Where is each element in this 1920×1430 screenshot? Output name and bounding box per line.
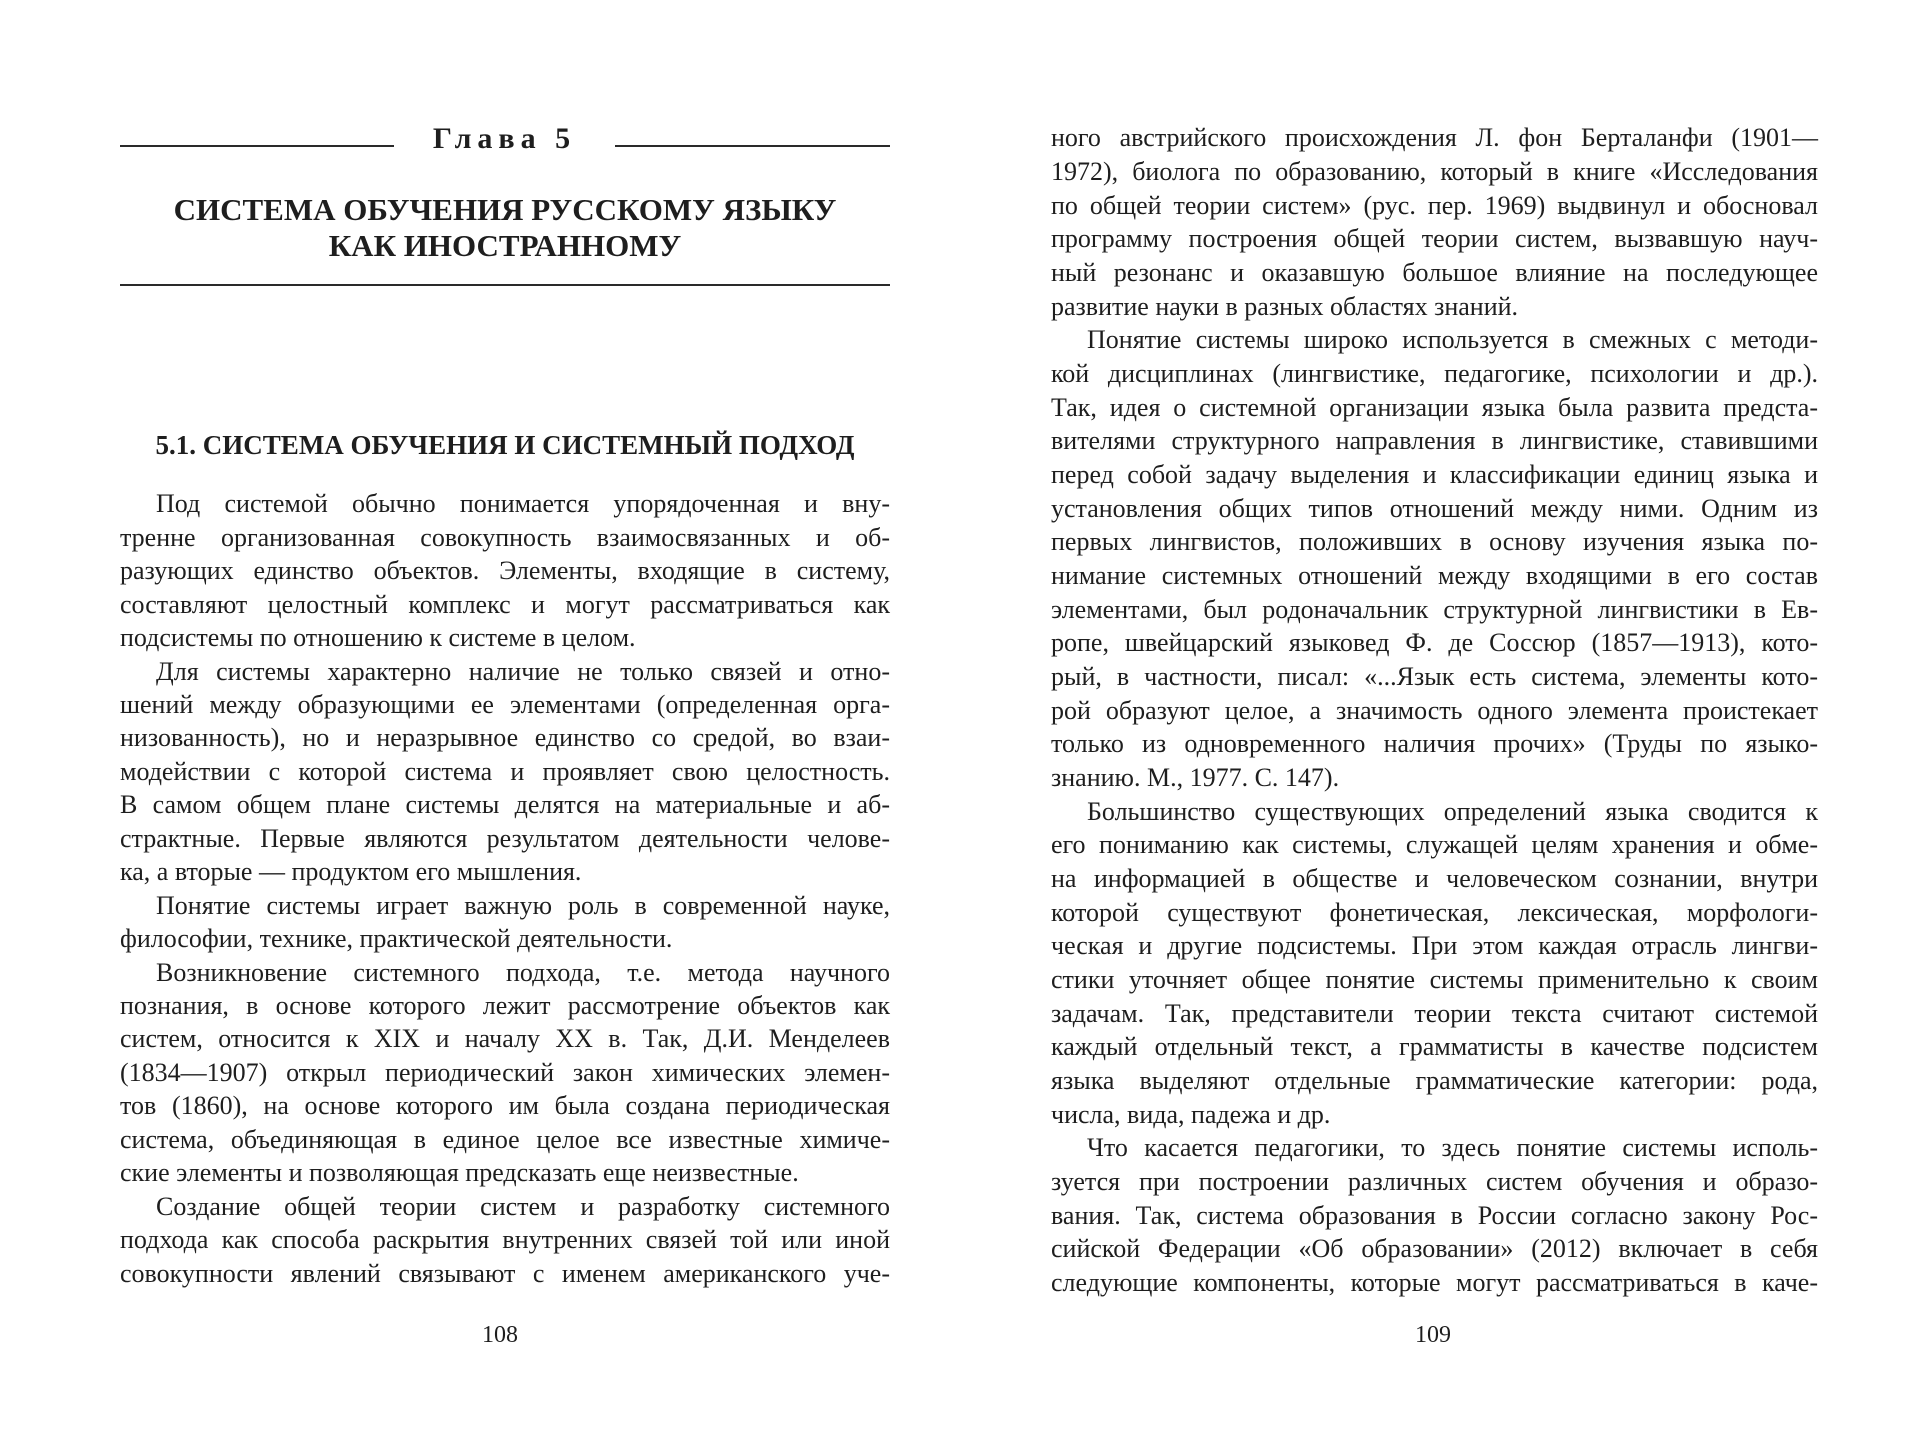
text-line: знанию. М., 1977. С. 147). bbox=[1051, 762, 1340, 792]
text-line: первых лингвистов, положивших в основу изучения языка по- bbox=[1051, 527, 1818, 557]
text-line: тов (1860), на основе которого им была создана периодическая bbox=[120, 1091, 890, 1121]
text-line: программу построения общей теории систем, вызвавшую науч- bbox=[1051, 224, 1818, 254]
text-line: числа, вида, падежа и др. bbox=[1051, 1099, 1331, 1129]
text-line: совокупности явлений связывают с именем американского уче- bbox=[120, 1258, 890, 1288]
text-line: Возникновение системного подхода, т.е. метода научного bbox=[156, 957, 890, 987]
page-number-left: 108 bbox=[482, 1322, 518, 1348]
text-line: перед собой задачу выделения и классификации единиц языка и bbox=[1051, 459, 1818, 489]
text-line: следующие компоненты, которые могут рассматриваться в каче- bbox=[1051, 1267, 1818, 1297]
text-line: зуется при построении различных систем обучения и образо- bbox=[1051, 1166, 1818, 1196]
text-line: система, объединяющая в единое целое все известные химиче- bbox=[120, 1124, 890, 1154]
text-line: В самом общем плане системы делятся на материальные и аб- bbox=[120, 790, 890, 820]
text-line: Что касается педагогики, то здесь понятие системы исполь- bbox=[1087, 1133, 1818, 1163]
chapter-title-rule bbox=[120, 284, 890, 286]
text-line: ка, а вторые — продуктом его мышления. bbox=[120, 857, 582, 887]
text-line: задачам. Так, представители теории текста считают системой bbox=[1051, 998, 1818, 1028]
text-line: нимание системных отношений между входящими в его состав bbox=[1051, 560, 1818, 590]
text-line: страктные. Первые являются результатом деятельности челове- bbox=[120, 823, 890, 853]
text-line: подхода как способа раскрытия внутренних связей той или иной bbox=[120, 1225, 890, 1255]
text-line: Понятие системы играет важную роль в современной науке, bbox=[156, 890, 890, 920]
text-line: Большинство существующих определений языка сводится к bbox=[1087, 796, 1818, 826]
text-line: стики уточняет общее понятие системы применительно к своим bbox=[1051, 964, 1818, 994]
text-line: модействии с которой система и проявляет свою целостность. bbox=[120, 756, 890, 786]
text-line: которой существуют фонетическая, лексическая, морфологи- bbox=[1051, 897, 1818, 927]
text-line: ного австрийского происхождения Л. фон Берталанфи (1901— bbox=[1051, 123, 1818, 153]
text-line: Понятие системы широко используется в смежных с методи- bbox=[1087, 325, 1818, 355]
page-number-right: 109 bbox=[1415, 1322, 1451, 1348]
text-line: вителями структурного направления в лингвистике, ставившими bbox=[1051, 426, 1818, 456]
text-line: шений между образующими ее элементами (определенная орга- bbox=[120, 689, 890, 719]
text-line: Так, идея о системной организации языка была развита предста- bbox=[1051, 392, 1818, 422]
text-line: ный резонанс и оказавшую большое влияние на последующее bbox=[1051, 257, 1818, 287]
right-page bbox=[960, 0, 1920, 1430]
text-line: только из одновременного наличия прочих» (Труды по языко- bbox=[1051, 729, 1818, 759]
text-line: элементами, был родоначальник структурной лингвистики в Ев- bbox=[1051, 594, 1818, 624]
text-line: 1972), биолога по образованию, который в книге «Исследования bbox=[1051, 156, 1818, 186]
text-line: языка выделяют отдельные грамматические категории: рода, bbox=[1051, 1065, 1818, 1095]
chapter-rule-left bbox=[120, 145, 394, 147]
text-line: низованность), но и неразрывное единство со средой, во взаи- bbox=[120, 723, 890, 753]
text-line: составляют целостный комплекс и могут рассматриваться как bbox=[120, 589, 890, 619]
text-line: установления общих типов отношений между ними. Одним из bbox=[1051, 493, 1818, 523]
text-line: ческая и другие подсистемы. При этом каждая отрасль лингви- bbox=[1051, 931, 1818, 961]
text-line: тренне организованная совокупность взаимосвязанных и об- bbox=[120, 522, 890, 552]
text-line: ские элементы и позволяющая предсказать еще неизвестные. bbox=[120, 1158, 799, 1188]
chapter-label: Глава 5 bbox=[432, 122, 577, 155]
text-line: Создание общей теории систем и разработку системного bbox=[156, 1191, 890, 1221]
text-line: его пониманию как системы, служащей целям хранения и обме- bbox=[1051, 830, 1818, 860]
text-line: на информацией в обществе и человеческом сознании, внутри bbox=[1051, 863, 1818, 893]
text-line: Для системы характерно наличие не только связей и отно- bbox=[156, 656, 890, 686]
chapter-title-line1: СИСТЕМА ОБУЧЕНИЯ РУССКОМУ ЯЗЫКУ bbox=[173, 192, 837, 227]
text-line: философии, технике, практической деятельности. bbox=[120, 924, 673, 954]
text-line: ропе, швейцарский языковед Ф. де Соссюр (1857—1913), кото- bbox=[1051, 628, 1818, 658]
text-line: рой образуют целое, а значимость одного элемента проистекает bbox=[1051, 695, 1818, 725]
chapter-title-line2: КАК ИНОСТРАННОМУ bbox=[328, 228, 682, 263]
text-line: по общей теории систем» (рус. пер. 1969) выдвинул и обосновал bbox=[1051, 190, 1818, 220]
text-line: развитие науки в разных областях знаний. bbox=[1051, 291, 1519, 321]
text-line: Под системой обычно понимается упорядоченная и вну- bbox=[156, 489, 890, 519]
text-line: кой дисциплинах (лингвистике, педагогике, психологии и др.). bbox=[1051, 358, 1818, 388]
text-line: систем, относится к XIX и началу XX в. Так, Д.И. Менделеев bbox=[120, 1024, 890, 1054]
text-line: разующих единство объектов. Элементы, входящие в систему, bbox=[120, 556, 890, 586]
text-line: вания. Так, система образования в России согласно закону Рос- bbox=[1051, 1200, 1818, 1230]
chapter-rule-right bbox=[615, 145, 890, 147]
text-line: (1834—1907) открыл периодический закон химических элемен- bbox=[120, 1057, 890, 1087]
text-line: познания, в основе которого лежит рассмотрение объектов как bbox=[120, 991, 890, 1021]
section-heading: 5.1. СИСТЕМА ОБУЧЕНИЯ И СИСТЕМНЫЙ ПОДХОД bbox=[155, 430, 855, 460]
text-line: каждый отдельный текст, а грамматисты в качестве подсистем bbox=[1051, 1032, 1818, 1062]
text-line: рый, в частности, писал: «...Язык есть система, элементы кото- bbox=[1051, 661, 1818, 691]
text-line: подсистемы по отношению к системе в целом. bbox=[120, 623, 636, 653]
text-line: сийской Федерации «Об образовании» (2012) включает в себя bbox=[1051, 1234, 1818, 1264]
